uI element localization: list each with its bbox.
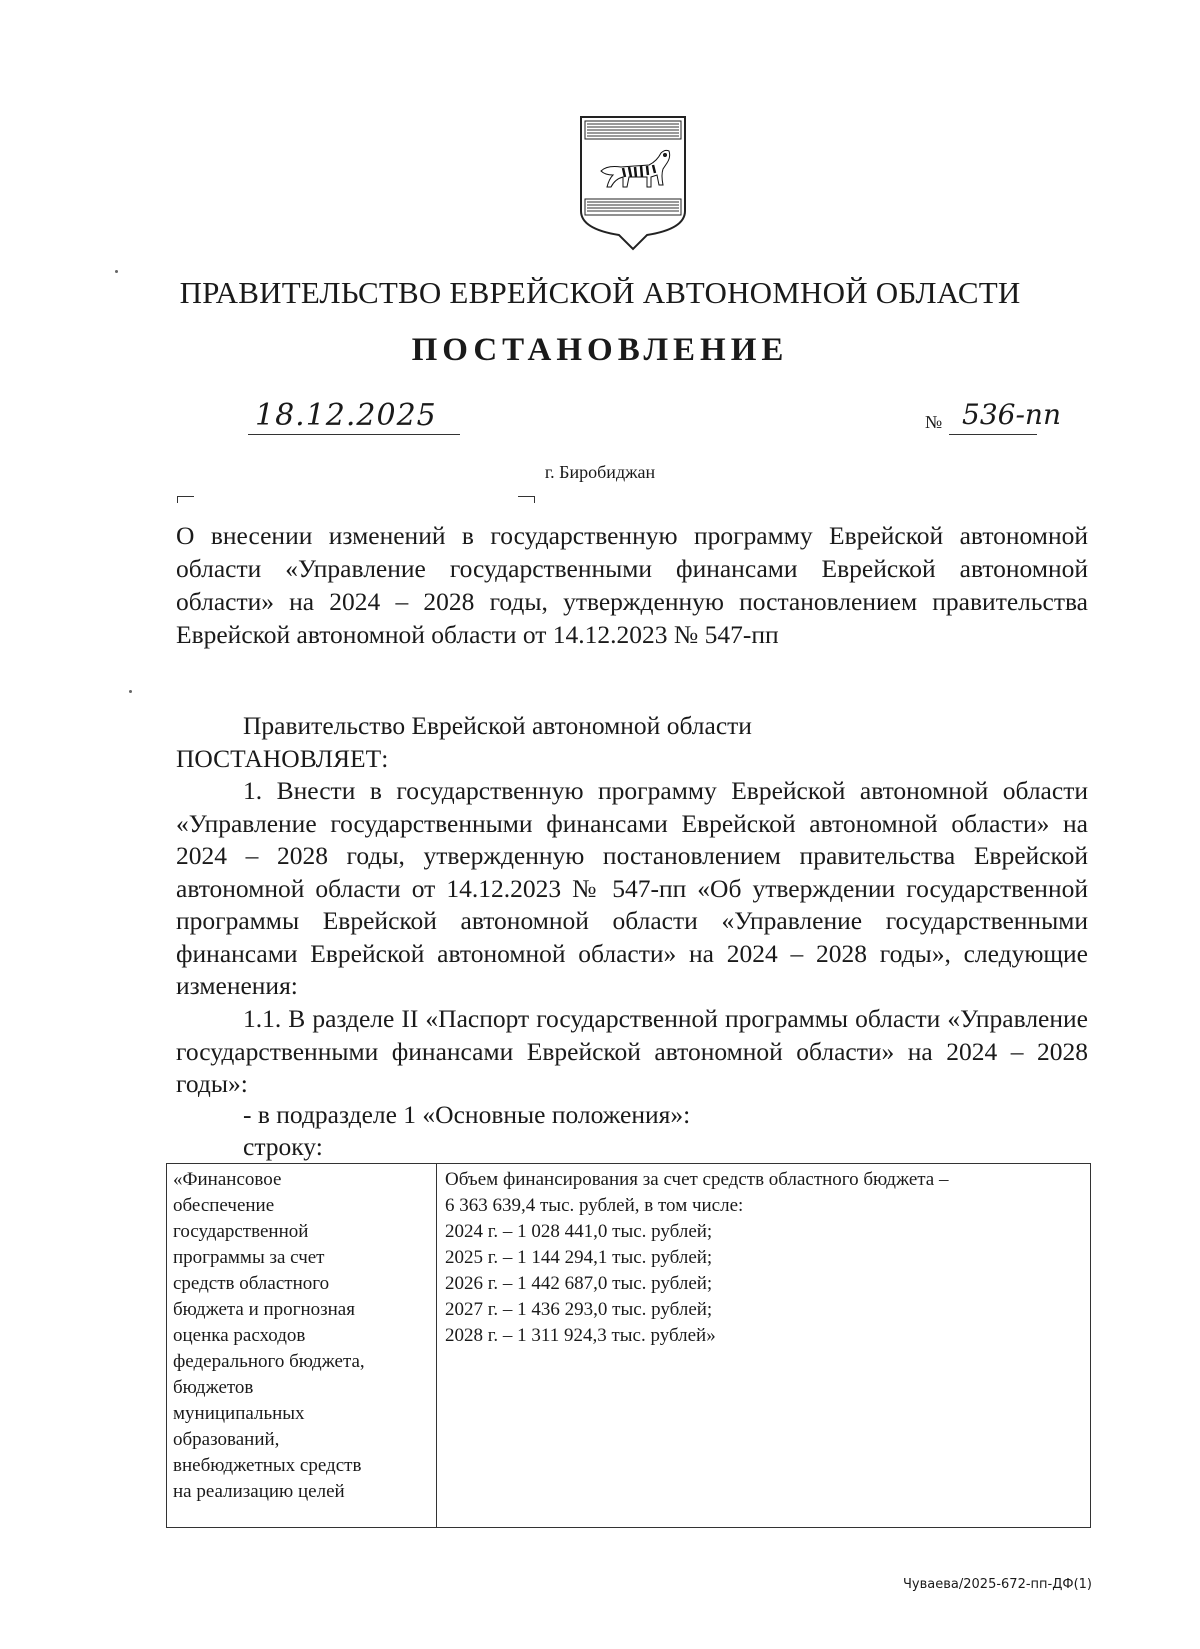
number-sign: №	[925, 412, 943, 432]
scan-speck	[115, 270, 118, 273]
document-type-title: ПОСТАНОВЛЕНИЕ	[411, 332, 789, 368]
subject-corner-right	[518, 496, 535, 503]
row-word: строку:	[243, 1132, 323, 1161]
resolves-word: ПОСТАНОВЛЯЕТ:	[176, 744, 389, 773]
subject-corner-left	[177, 496, 194, 503]
handwritten-number: 536-пп	[962, 398, 1061, 431]
table-left-cell	[167, 1164, 437, 1527]
government-line: Правительство Еврейской автономной области	[243, 711, 752, 740]
right-cell-line: Объем финансирования за счет средств областного бюджета –	[445, 1169, 949, 1190]
left-cell-line: бюджетов	[173, 1377, 254, 1398]
right-cell-line: 2026 г. – 1 442 687,0 тыс. рублей;	[445, 1273, 713, 1294]
paragraph-1-1: 1.1. В разделе II «Паспорт государственной программы области «Управление государственными финансами Еврейской автономной области» на 2024 – 2028 годы»:	[176, 1004, 1088, 1098]
number-underline	[949, 434, 1037, 435]
right-cell-line: 2025 г. – 1 144 294,1 тыс. рублей;	[445, 1247, 713, 1268]
scan-speck	[129, 690, 132, 693]
right-cell-line: 2028 г. – 1 311 924,3 тыс. рублей»	[445, 1325, 716, 1346]
document-subject: О внесении изменений в государственную программу Еврейской автономной области «Управление государственными финансами Еврейской автономной области» на 2024 – 2028 годы, утвержденную постановлением правительства Еврейской автономной области от 14.12.2023 № 547-пп	[176, 521, 1088, 649]
table-right-cell	[437, 1164, 1090, 1527]
left-cell-line: обеспечение	[173, 1195, 275, 1216]
left-cell-line: образований,	[173, 1429, 280, 1450]
left-cell-line: внебюджетных средств	[173, 1455, 362, 1476]
city-name: г. Биробиджан	[544, 462, 656, 482]
subsection-line: - в подразделе 1 «Основные положения»:	[243, 1100, 691, 1129]
left-cell-line: федерального бюджета,	[173, 1351, 365, 1372]
left-cell-line: государственной	[173, 1221, 309, 1242]
left-cell-line: муниципальных	[173, 1403, 305, 1424]
date-underline	[248, 434, 460, 435]
left-cell-line: средств областного	[173, 1273, 330, 1294]
right-cell-line: 2024 г. – 1 028 441,0 тыс. рублей;	[445, 1221, 713, 1242]
financing-table	[166, 1163, 1091, 1528]
right-cell-line: 2027 г. – 1 436 293,0 тыс. рублей;	[445, 1299, 713, 1320]
left-cell-line: оценка расходов	[173, 1325, 306, 1346]
right-cell-line: 6 363 639,4 тыс. рублей, в том числе:	[445, 1195, 744, 1216]
handwritten-date: 18.12.2025	[255, 398, 437, 433]
left-cell-line: бюджета и прогнозная	[173, 1299, 355, 1320]
left-cell-line: на реализацию целей	[173, 1481, 345, 1502]
paragraph-1: 1. Внести в государственную программу Еврейской автономной области «Управление государственными финансами Еврейской автономной области» на 2024 – 2028 годы, утвержденную постановлением правительства Еврейской автономной области от 14.12.2023 № 547-пп «Об утверждении государственной программы Еврейской автономной области «Управление государственными финансами Еврейской автономной области» на 2024 – 2028 годы», следующие изменения:	[176, 776, 1088, 1000]
left-cell-line: программы за счет	[173, 1247, 325, 1268]
left-cell-line: «Финансовое	[173, 1169, 282, 1190]
coat-of-arms-emblem	[577, 115, 689, 251]
footer-document-code: Чуваева/2025-672-пп-ДФ(1)	[903, 1577, 1092, 1592]
government-name: ПРАВИТЕЛЬСТВО ЕВРЕЙСКОЙ АВТОНОМНОЙ ОБЛАСТИ	[179, 275, 1021, 310]
